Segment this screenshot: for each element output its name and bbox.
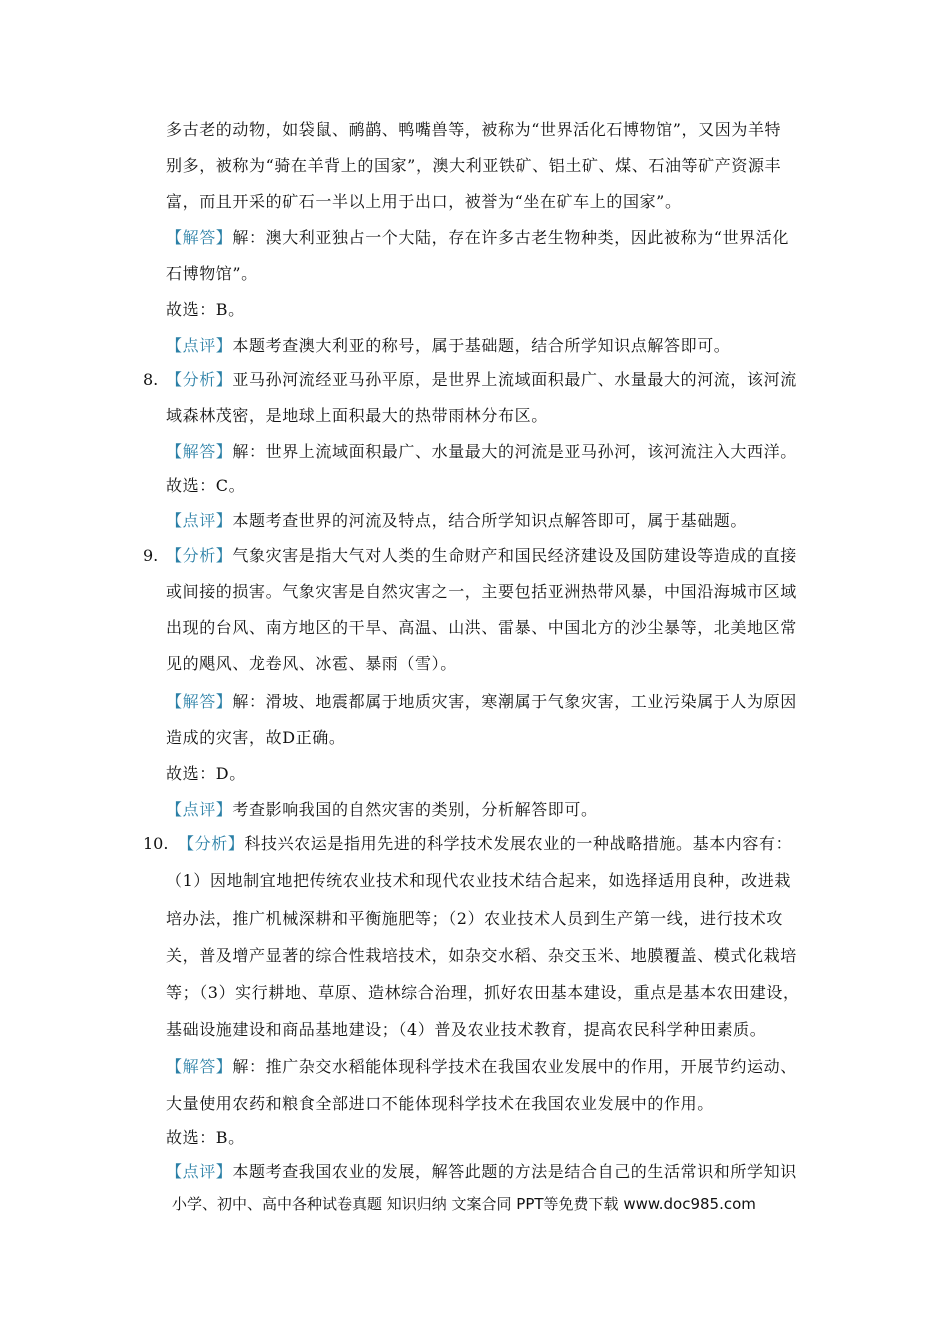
comment-tag: 【点评】 — [166, 1162, 233, 1181]
q9-choice: 故选：D。 — [166, 764, 246, 783]
comment-tag: 【点评】 — [166, 336, 233, 355]
q10-analysis-line-2: （1）因地制宜地把传统农业技术和现代农业技术结合起来，如选择适用良种，改进栽 — [166, 871, 791, 890]
q7-answer-text: 解：澳大利亚独占一个大陆，存在许多古老生物种类，因此被称为“世界活化 — [232, 228, 789, 247]
q10-analysis-line-4: 关，普及增产显著的综合性栽培技术，如杂交水稻、杂交玉米、地膜覆盖、模式化栽培 — [166, 946, 797, 965]
q10-analysis-line-1 — [178, 834, 792, 854]
page-footer: 小学、初中、高中各种试卷真题 知识归纳 文案合同 PPT等免费下载 www.doc985.com — [172, 1195, 756, 1213]
q9-answer-text: 解：滑坡、地震都属于地质灾害，寒潮属于气象灾害，工业污染属于人为原因 — [232, 692, 797, 711]
q10-answer-line-1 — [166, 1057, 797, 1077]
q10-answer-text: 解：推广杂交水稻能体现科学技术在我国农业发展中的作用，开展节约运动、 — [232, 1057, 797, 1076]
q10-analysis-line-5: 等；（3）实行耕地、草原、造林综合治理，抓好农田基本建设，重点是基本农田建设， — [166, 983, 800, 1002]
q9-analysis-text: 气象灾害是指大气对人类的生命财产和国民经济建设及国防建设等造成的直接 — [232, 546, 797, 565]
analysis-tag: 【分析】 — [166, 370, 233, 389]
q8-comment — [166, 511, 747, 531]
analysis-tag: 【分析】 — [178, 834, 245, 853]
q10-number: 10. — [143, 834, 169, 853]
q9-analysis-line-1 — [166, 546, 797, 566]
q8-answer-text: 解：世界上流域面积最广、水量最大的河流是亚马孙河，该河流注入大西洋。 — [232, 442, 797, 461]
q8-analysis-line-2: 域森林茂密，是地球上面积最大的热带雨林分布区。 — [166, 406, 548, 425]
q10-choice: 故选：B。 — [166, 1128, 245, 1147]
q7-comment — [166, 336, 730, 356]
q10-comment — [166, 1162, 797, 1182]
q7-comment-text: 本题考查澳大利亚的称号，属于基础题，结合所学知识点解答即可。 — [232, 336, 731, 355]
q8-comment-text: 本题考查世界的河流及特点，结合所学知识点解答即可，属于基础题。 — [232, 511, 748, 530]
q10-analysis-line-3: 培办法，推广机械深耕和平衡施肥等；（2）农业技术人员到生产第一线，进行技术攻 — [166, 909, 783, 928]
answer-tag: 【解答】 — [166, 228, 233, 247]
q8-choice: 故选：C。 — [166, 476, 246, 495]
q9-number: 9. — [143, 546, 159, 565]
q10-analysis-text: 科技兴农运是指用先进的科学技术发展农业的一种战略措施。基本内容有： — [244, 834, 793, 853]
answer-tag: 【解答】 — [166, 442, 233, 461]
q9-analysis-line-4: 见的飓风、龙卷风、冰雹、暴雨（雪）。 — [166, 654, 457, 673]
q9-answer-line-1 — [166, 692, 797, 712]
q9-analysis-line-3: 出现的台风、南方地区的干旱、高温、山洪、雷暴、中国北方的沙尘暴等，北美地区常 — [166, 618, 797, 637]
q7-analysis-line-2: 别多，被称为“骑在羊背上的国家”，澳大利亚铁矿、铝土矿、煤、石油等矿产资源丰 — [166, 156, 782, 175]
comment-tag: 【点评】 — [166, 800, 233, 819]
q7-answer-line-2: 石博物馆”。 — [166, 264, 258, 283]
q9-comment-text: 考查影响我国的自然灾害的类别，分析解答即可。 — [232, 800, 598, 819]
q9-answer-line-2: 造成的灾害，故D正确。 — [166, 728, 346, 747]
q8-analysis-line-1 — [166, 370, 797, 390]
q8-analysis-text: 亚马孙河流经亚马孙平原，是世界上流域面积最广、水量最大的河流，该河流 — [232, 370, 797, 389]
q9-analysis-line-2: 或间接的损害。气象灾害是自然灾害之一，主要包括亚洲热带风暴，中国沿海城市区域 — [166, 582, 797, 601]
q8-number: 8. — [143, 370, 159, 389]
q10-comment-text: 本题考查我国农业的发展，解答此题的方法是结合自己的生活常识和所学知识 — [232, 1162, 797, 1181]
q7-analysis-line-3: 富，而且开采的矿石一半以上用于出口，被誉为“坐在矿车上的国家”。 — [166, 192, 682, 211]
q10-analysis-line-6: 基础设施建设和商品基地建设；（4）普及农业技术教育，提高农民科学种田素质。 — [166, 1020, 767, 1039]
q7-answer-line-1 — [166, 228, 789, 248]
q8-answer-line — [166, 442, 797, 462]
answer-tag: 【解答】 — [166, 692, 233, 711]
q7-analysis-line-1: 多古老的动物，如袋鼠、鸸鹋、鸭嘴兽等，被称为“世界活化石博物馆”，又因为羊特 — [166, 120, 782, 139]
q9-comment — [166, 800, 598, 820]
analysis-tag: 【分析】 — [166, 546, 233, 565]
q7-choice: 故选：B。 — [166, 300, 245, 319]
answer-tag: 【解答】 — [166, 1057, 233, 1076]
comment-tag: 【点评】 — [166, 511, 233, 530]
q10-answer-line-2: 大量使用农药和粮食全部进口不能体现科学技术在我国农业发展中的作用。 — [166, 1094, 714, 1113]
